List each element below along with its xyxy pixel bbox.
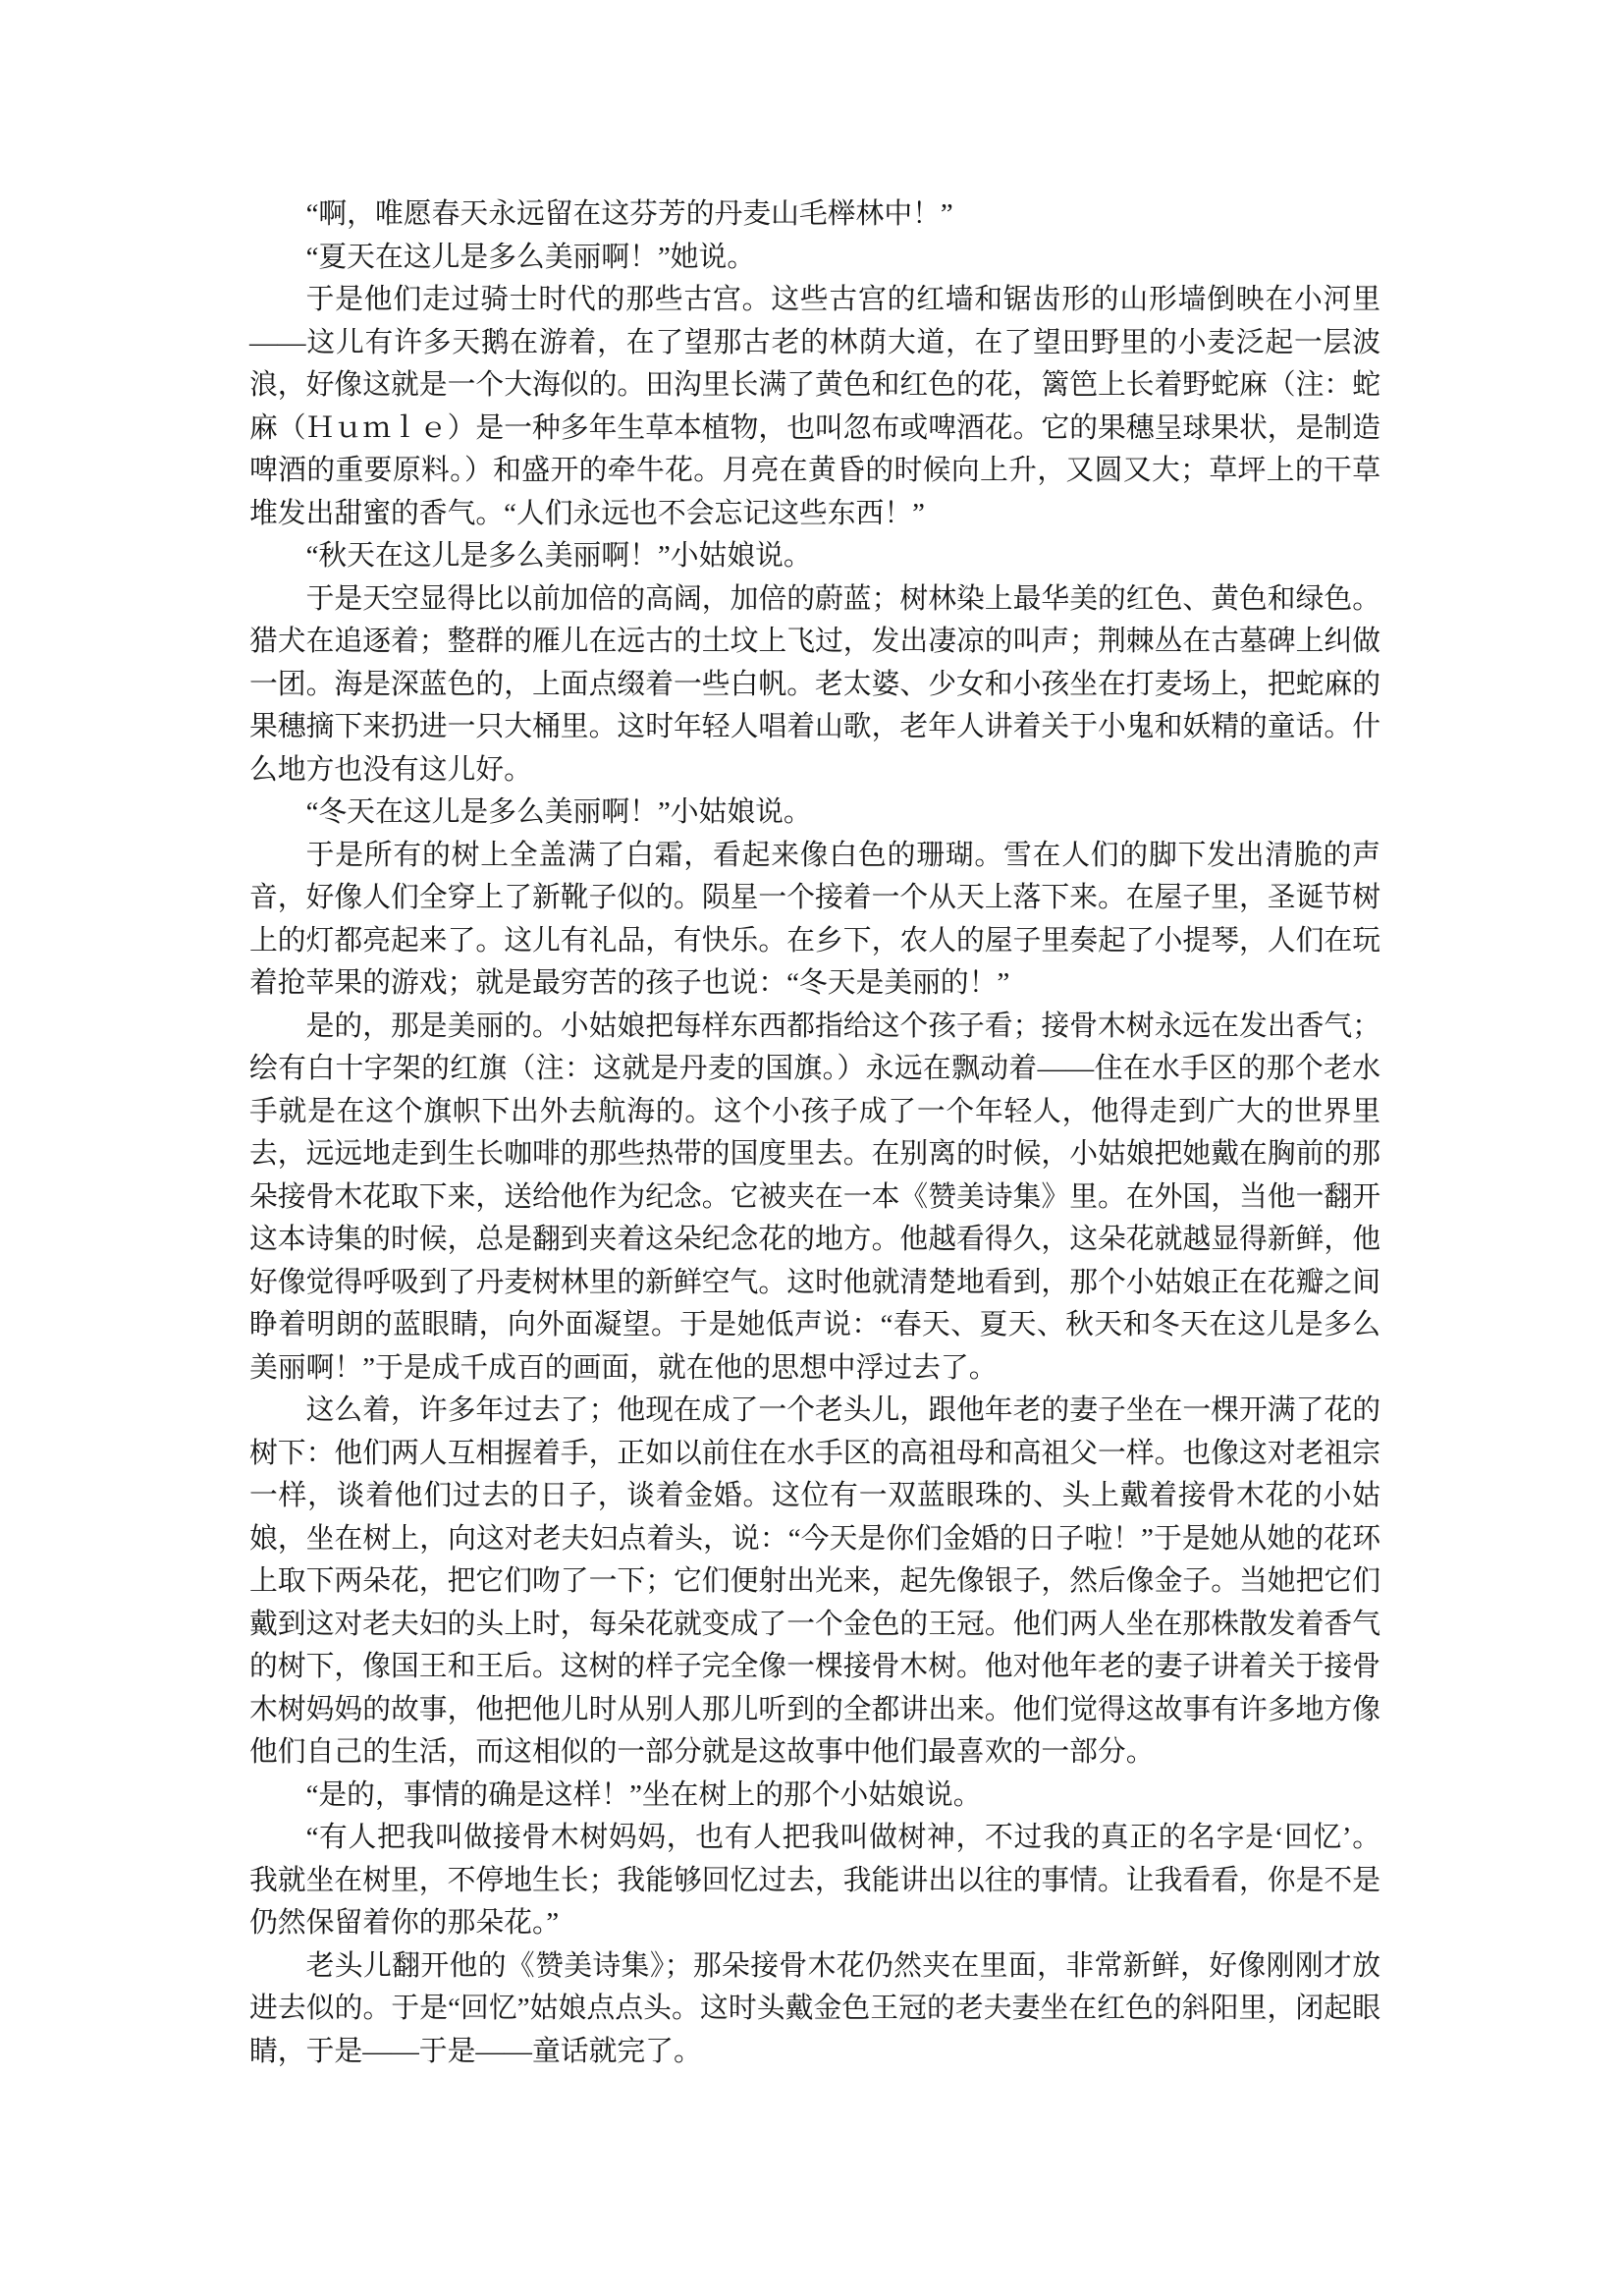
story-paragraph: 于是天空显得比以前加倍的高阔，加倍的蔚蓝；树林染上最华美的红色、黄色和绿色。猎犬在追逐着；整群的雁儿在远古的土坟上飞过，发出凄凉的叫声；荆棘丛在古墓碑上纠做一团。海是深蓝色的，上面点缀着一些白帆。老太婆、少女和小孩坐在打麦场上，把蛇麻的果穗摘下来扔进一只大桶里。这时年轻人唱着山歌，老年人讲着关于小鬼和妖精的童话。什么地方也没有这儿好。 [249, 582, 1380, 786]
story-paragraph: “冬天在这儿是多么美丽啊！”小姑娘说。 [305, 796, 812, 828]
story-paragraph: “是的，事情的确是这样！”坐在树上的那个小姑娘说。 [305, 1778, 982, 1811]
story-paragraph: 这么着，许多年过去了；他现在成了一个老头儿，跟他年老的妻子坐在一棵开满了花的树下：他们两人互相握着手，正如以前住在水手区的高祖母和高祖父一样。也像这对老祖宗一样，谈着他们过去的日子，谈着金婚。这位有一双蓝眼珠的、头上戴着接骨木花的小姑娘，坐在树上，向这对老夫妇点着头，说：“今天是你们金婚的日子啦！”于是她从她的花环上取下两朵花，把它们吻了一下；它们便射出光来，起先像银子，然后像金子。当她把它们戴到这对老夫妇的头上时，每朵花就变成了一个金色的王冠。他们两人坐在那株散发着香气的树下，像国王和王后。这树的样子完全像一棵接骨木树。他对他年老的妻子讲着关于接骨木树妈妈的故事，他把他儿时从别人那儿听到的全都讲出来。他们觉得这故事有许多地方像他们自己的生活，而这相似的一部分就是这故事中他们最喜欢的一部分。 [249, 1394, 1380, 1768]
story-paragraph: “秋天在这儿是多么美丽啊！”小姑娘说。 [305, 540, 812, 572]
story-paragraph: 于是他们走过骑士时代的那些古宫。这些古宫的红墙和锯齿形的山形墙倒映在小河里——这儿有许多天鹅在游着，在了望那古老的林荫大道，在了望田野里的小麦泛起一层波浪，好像这就是一个大海似的。田沟里长满了黄色和红色的花，篱笆上长着野蛇麻（注：蛇麻（Ｈｕｍｌｅ）是一种多年生草本植物，也叫忽布或啤酒花。它的果穗呈球果状，是制造啤酒的重要原料。）和盛开的牵牛花。月亮在黄昏的时候向上升，又圆又大；草坪上的干草堆发出甜蜜的香气。“人们永远也不会忘记这些东西！” [249, 284, 1380, 529]
story-paragraph: “有人把我叫做接骨木树妈妈，也有人把我叫做树神，不过我的真正的名字是‘回忆’。我就坐在树里，不停地生长；我能够回忆过去，我能讲出以往的事情。让我看看，你是不是仍然保留着你的那朵花。” [249, 1822, 1380, 1939]
story-paragraph: 是的，那是美丽的。小姑娘把每样东西都指给这个孩子看；接骨木树永远在发出香气；绘有白十字架的红旗（注：这就是丹麦的国旗。）永远在飘动着——住在水手区的那个老水手就是在这个旗帜下出外去航海的。这个小孩子成了一个年轻人，他得走到广大的世界里去，远远地走到生长咖啡的那些热带的国度里去。在别离的时候，小姑娘把她戴在胸前的那朵接骨木花取下来，送给他作为纪念。它被夹在一本《赞美诗集》里。在外国，当他一翻开这本诗集的时候，总是翻到夹着这朵纪念花的地方。他越看得久，这朵花就越显得新鲜，他好像觉得呼吸到了丹麦树林里的新鲜空气。这时他就清楚地看到，那个小姑娘正在花瓣之间睁着明朗的蓝眼睛，向外面凝望。于是她低声说：“春天、夏天、秋天和冬天在这儿是多么美丽啊！”于是成千成百的画面，就在他的思想中浮过去了。 [249, 1010, 1380, 1384]
story-paragraph: “啊，唯愿春天永远留在这芬芳的丹麦山毛榉林中！” [305, 198, 953, 230]
story-paragraph: 于是所有的树上全盖满了白霜，看起来像白色的珊瑚。雪在人们的脚下发出清脆的声音，好像人们全穿上了新靴子似的。陨星一个接着一个从天上落下来。在屋子里，圣诞节树上的灯都亮起来了。这儿有礼品，有快乐。在乡下，农人的屋子里奏起了小提琴，人们在玩着抢苹果的游戏；就是最穷苦的孩子也说：“冬天是美丽的！” [249, 839, 1380, 999]
story-paragraph: “夏天在这儿是多么美丽啊！”她说。 [305, 241, 756, 273]
story-paragraph: 老头儿翻开他的《赞美诗集》；那朵接骨木花仍然夹在里面，非常新鲜，好像刚刚才放进去似的。于是“回忆”姑娘点点头。这时头戴金色王冠的老夫妻坐在红色的斜阳里，闭起眼睛，于是——于是——童话就完了。 [249, 1949, 1380, 2067]
story-text-block [249, 193, 1380, 2073]
